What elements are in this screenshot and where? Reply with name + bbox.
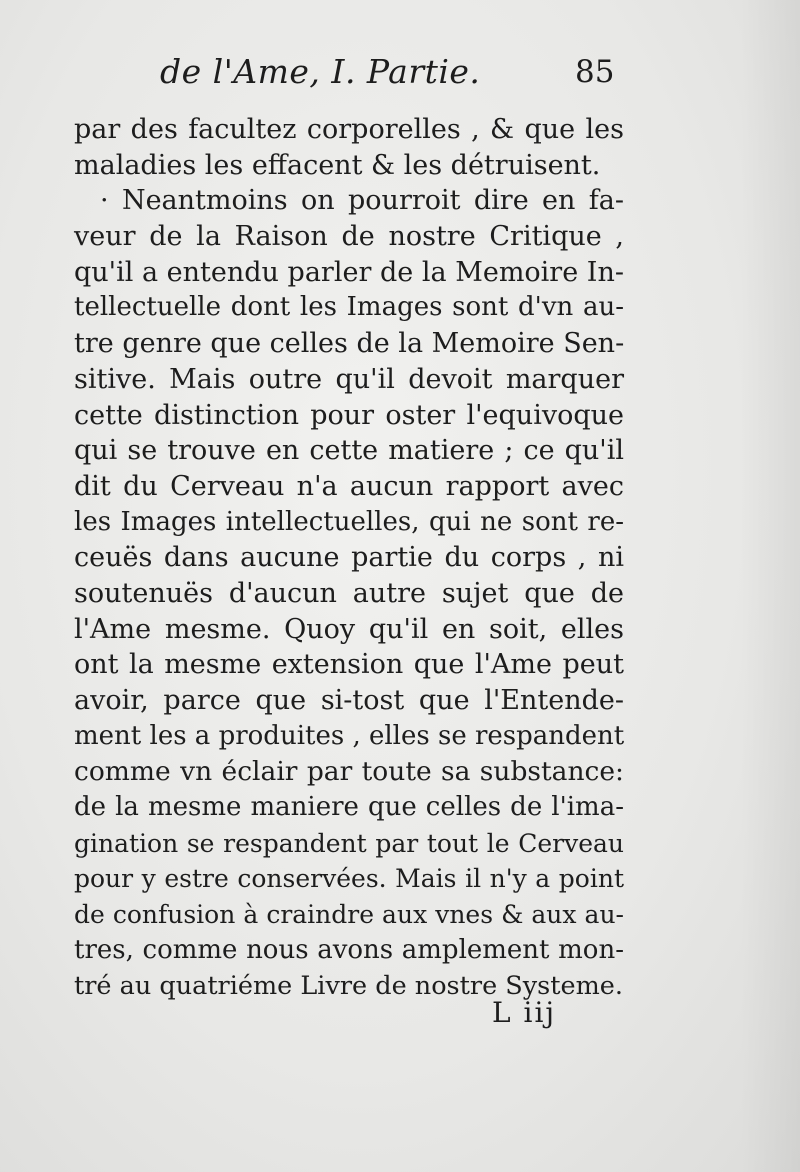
text-line: avoir, parce que si-tost que l'Entende- xyxy=(74,685,624,716)
text-line: qui se trouve en cette matiere ; ce qu'il xyxy=(74,435,624,467)
text-line: cette distinction pour oster l'equivoque xyxy=(74,399,624,431)
text-line: · Neantmoins on pourroit dire en fa- xyxy=(100,185,624,217)
text-line: veur de la Raison de nostre Critique , xyxy=(74,221,624,253)
text-line: comme vn éclair par toute sa substance: xyxy=(74,756,624,788)
text-line: sitive. Mais outre qu'il devoit marquer xyxy=(74,363,624,395)
running-head: de l'Ame, I. Partie. xyxy=(160,52,481,91)
text-line: pour y estre conservées. Mais il n'y a point xyxy=(74,864,624,894)
text-line: tre genre que celles de la Memoire Sen- xyxy=(74,328,625,360)
text-line: maladies les effacent & les détruisent. xyxy=(74,149,601,181)
text-line: ment les a produites , elles se respandent xyxy=(74,720,625,751)
text-line: ont la mesme extension que l'Ame peut xyxy=(74,649,624,681)
text-line: par des facultez corporelles , & que les xyxy=(74,114,624,145)
text-line: les Images intellectuelles, qui ne sont re- xyxy=(74,506,624,537)
text-line: tres, comme nous avons amplement mon- xyxy=(74,934,624,965)
text-line: ceuës dans aucune partie du corps , ni xyxy=(74,542,624,574)
text-line: tellectuelle dont les Images sont d'vn au- xyxy=(74,292,624,323)
text-line: gination se respandent par tout le Cerveau xyxy=(74,828,624,858)
text-line: soutenuës d'aucun autre sujet que de xyxy=(74,577,624,609)
body-text xyxy=(74,112,624,1004)
signature-mark: L iij xyxy=(492,996,557,1029)
text-line: tré au quatriéme Livre de nostre Systeme. xyxy=(74,970,623,1001)
page-number: 85 xyxy=(575,54,615,90)
text-line: qu'il a entendu parler de la Memoire In- xyxy=(74,256,624,288)
text-line: l'Ame mesme. Quoy qu'il en soit, elles xyxy=(74,613,624,645)
text-line: de la mesme maniere que celles de l'ima- xyxy=(74,792,624,823)
page-header xyxy=(0,52,800,102)
page-edge-shadow xyxy=(740,0,800,1172)
text-line: dit du Cerveau n'a aucun rapport avec xyxy=(74,470,624,502)
text-line: de confusion à craindre aux vnes & aux au- xyxy=(74,900,624,930)
